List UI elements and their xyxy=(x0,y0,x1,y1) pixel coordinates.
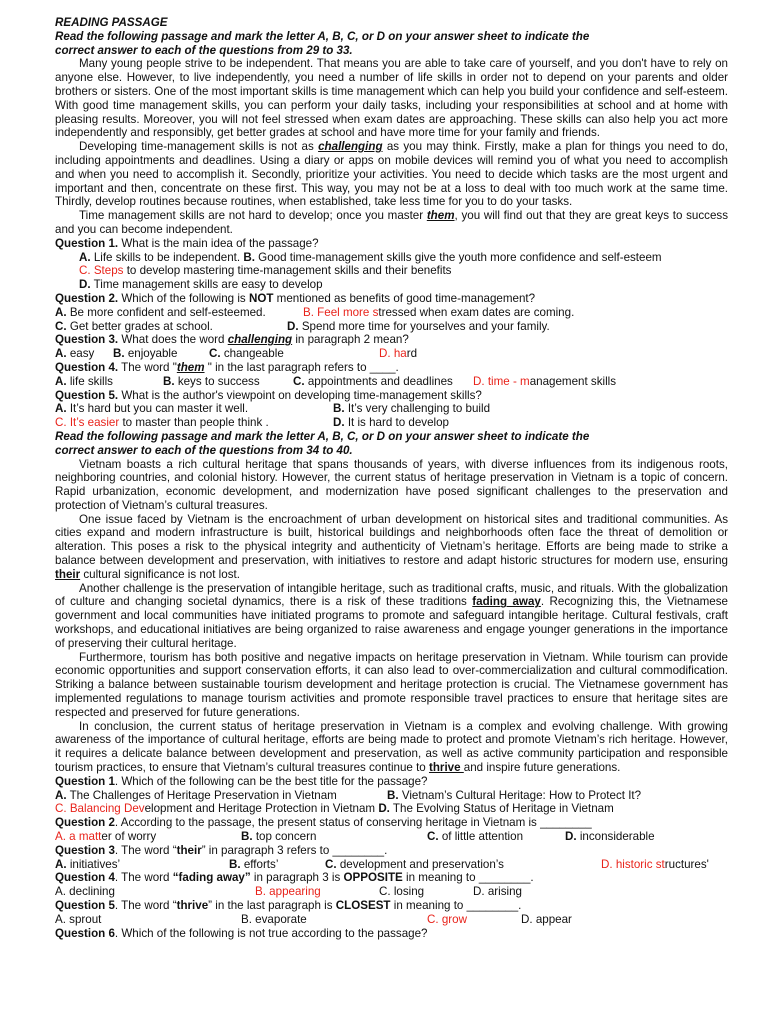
option-d: rd xyxy=(406,347,418,361)
question-1-options-ab xyxy=(55,251,728,265)
question-label: Question 2. xyxy=(55,291,119,305)
question-keyword: them xyxy=(176,360,205,374)
option-c-highlight: C. It’s easier xyxy=(55,416,120,430)
question-text: . The word “ xyxy=(114,899,177,912)
option-letter: B. xyxy=(243,250,255,264)
option-b: tressed when exam dates are coming. xyxy=(378,305,575,319)
p6-text-b: . Recognizing this, the Vietnamese government and local communities have initiated programs to promote and safeguard intangible heritage. Cultural festivals, craft workshops, and educational initiatives are being organized to raise awareness and engage younger generations in the importance of preserving their cultural heritage. xyxy=(55,595,728,650)
option-d: D. arising xyxy=(473,885,522,899)
question-emphasis: CLOSEST xyxy=(335,899,391,912)
option-c: C. losing xyxy=(379,885,425,899)
question-emphasis: NOT xyxy=(248,291,274,305)
keyword-their: their xyxy=(55,567,81,581)
p8-text-b: and inspire future generations. xyxy=(463,761,621,775)
keyword-challenging: challenging xyxy=(318,140,383,154)
keyword-them: them xyxy=(426,209,455,223)
question-3 xyxy=(55,333,728,347)
option-b-highlight: B. Feel more s xyxy=(303,305,379,319)
question-label: Question 5. xyxy=(55,388,119,402)
question-2-options-cd xyxy=(55,320,728,334)
question-9-options xyxy=(55,885,728,899)
question-2-options-ab xyxy=(55,306,728,320)
option-b-highlight: B. appearing xyxy=(255,885,321,899)
question-7-options xyxy=(55,830,728,844)
option-b: Vietnam’s Cultural Heritage: How to Protect It? xyxy=(398,788,642,802)
passage-1-paragraph-1: Many young people strive to be independent. That means you are able to take care of yourself, and you don't have to rely on anyone else. However, to live independently, you need a number of life skills in order not to depend on your parents and older brothers or sisters. One of the most important skills is time management which can help you build your confidence and self-esteem. With good time management skills, you can perform your daily tasks, including your responsibilities at school and at home with pleasing results. Moreover, you will not feel stressed when exam dates are approaching. These skills can also help you act more independently and responsibly, get better grades at school and have more time for your family and friends. xyxy=(55,57,728,140)
question-8 xyxy=(55,844,728,858)
option-d-highlight: D. ha xyxy=(379,347,407,361)
question-3-options xyxy=(55,347,728,361)
question-label: Question 1. xyxy=(55,236,119,250)
passage-2-paragraph-2 xyxy=(55,513,728,582)
option-c-highlight: C. Steps xyxy=(79,264,124,278)
option-a: A. declining xyxy=(55,885,115,899)
option-d-highlight: D. historic st xyxy=(601,857,665,871)
question-text: . Which of the following can be the best title for the passage? xyxy=(114,774,428,788)
question-10-options xyxy=(55,913,728,927)
p3-text-b: , you will find out that they are great keys to success and you can become independent. xyxy=(55,209,728,236)
question-keyword: their xyxy=(176,843,202,857)
option-letter: C. xyxy=(209,347,221,361)
question-text: What is the main idea of the passage? xyxy=(118,236,319,250)
question-text: in meaning to ________. xyxy=(402,871,534,885)
option-letter: B. xyxy=(333,402,345,416)
option-letter: D. xyxy=(287,319,299,333)
option-c-highlight: C. grow xyxy=(427,912,467,926)
question-text: " in the last paragraph refers to ____. xyxy=(204,360,399,374)
question-label: Question 1 xyxy=(55,774,115,788)
question-5 xyxy=(55,389,728,403)
section-heading: READING PASSAGE xyxy=(55,16,168,29)
option-letter: C. xyxy=(427,830,439,844)
question-1-option-c xyxy=(55,264,728,278)
option-b: efforts’ xyxy=(240,857,279,871)
option-a: life skills xyxy=(66,374,113,388)
question-6 xyxy=(55,775,728,789)
question-text: in meaning to ________. xyxy=(390,899,522,912)
option-d: It is hard to develop xyxy=(344,416,449,430)
question-label: Question 5 xyxy=(55,899,115,912)
option-d-highlight: D. time - m xyxy=(473,374,530,388)
passage-1-paragraph-3 xyxy=(55,209,728,237)
option-letter: B. xyxy=(113,347,125,361)
question-text: in paragraph 2 mean? xyxy=(292,333,409,347)
question-6-options-ab xyxy=(55,789,728,803)
option-b: enjoyable xyxy=(124,347,178,361)
question-10 xyxy=(55,899,728,913)
option-letter: B. xyxy=(229,857,241,871)
instructions-line-2: correct answer to each of the questions from 29 to 33. xyxy=(55,43,353,57)
question-label: Question 3. xyxy=(55,333,119,347)
instructions-2-line-1: Read the following passage and mark the letter A, B, C, or D on your answer sheet to indicate the xyxy=(55,429,590,443)
option-a: easy xyxy=(66,347,95,361)
p2-text-b: as you may think. Firstly, make a plan for things you need to do, including appointments and deadlines. Using a diary or apps on mobile devices will remind you of what you need to accomplish and when you need to accomplish it. Secondly, prioritize your activities. You need to decide which tasks are the most urgent and important and then, concentrate on these first. This way, you may not be at a loss to deal with too much work at the same time. Thirdly, develop routines because routines, when established, take less time for you to do your tasks. xyxy=(55,140,729,209)
option-b: B. evaporate xyxy=(241,912,307,926)
option-d: Time management skills are easy to develop xyxy=(90,278,323,292)
option-letter: A. xyxy=(55,402,67,416)
question-text: . Which of the following is not true according to the passage? xyxy=(114,926,428,940)
option-letter: A. xyxy=(79,250,91,264)
passage-2-paragraph-4: Furthermore, tourism has both positive and negative impacts on heritage preservation in Vietnam. While tourism can provide economic opportunities and support conservation efforts, it can also lead to over-commercialization and cultural commodification. Striking a balance between sustainable tourism development and heritage protection is crucial. The Vietnamese government has implemented regulations to manage tourism activities and promote responsible travel practices to ensure that heritage sites are respected and preserved for future generations. xyxy=(55,650,728,719)
question-text: mentioned as benefits of good time-management? xyxy=(273,291,536,305)
option-d: Spend more time for yourselves and your family. xyxy=(298,319,550,333)
option-d: ructures' xyxy=(664,857,709,871)
keyword-fading-away: fading away xyxy=(472,595,541,609)
option-letter: D. xyxy=(333,416,345,430)
option-a: initiatives’ xyxy=(66,857,121,871)
option-c-highlight: C. Balancing Dev xyxy=(55,802,145,816)
option-a: Life skills to be independent. xyxy=(90,250,241,264)
option-b: It’s very challenging to build xyxy=(344,402,491,416)
option-c: changeable xyxy=(220,347,284,361)
passage-2-paragraph-1: Vietnam boasts a rich cultural heritage that spans thousands of years, with diverse influences from its indigenous roots, neighboring countries, and colonial history. However, the current status of heritage preservation in Vietnam is a topic of concern. Rapid urbanization, economic development, and modernization have posed significant challenges to the preservation and protection of Vietnam’s cultural treasures. xyxy=(55,457,728,512)
option-c: Get better grades at school. xyxy=(66,319,213,333)
question-text: What is the author's viewpoint on developing time-management skills? xyxy=(118,388,482,402)
question-text: The word " xyxy=(118,360,177,374)
question-label: Question 4 xyxy=(55,871,115,885)
question-text: ” in the last paragraph is xyxy=(208,899,336,912)
option-letter: C. xyxy=(325,857,337,871)
option-letter: C. xyxy=(293,374,305,388)
option-a: er of worry xyxy=(101,830,157,844)
question-1-option-d xyxy=(55,278,728,292)
question-keyword: “fading away” xyxy=(172,871,251,885)
option-letter: A. xyxy=(55,374,67,388)
question-1 xyxy=(55,237,728,251)
option-c: appointments and deadlines xyxy=(304,374,453,388)
option-letter: B. xyxy=(163,374,175,388)
question-emphasis: OPPOSITE xyxy=(343,871,403,885)
question-text: . The word “ xyxy=(114,843,177,857)
option-letter: A. xyxy=(55,857,67,871)
option-a-highlight: A. a matt xyxy=(55,830,102,844)
option-d: anagement skills xyxy=(529,374,617,388)
question-8-options xyxy=(55,858,728,872)
question-5-options-cd xyxy=(55,416,728,430)
passage-1-paragraph-2 xyxy=(55,140,728,209)
question-text: ” in paragraph 3 refers to ________. xyxy=(201,843,388,857)
question-2 xyxy=(55,292,728,306)
question-label: Question 4. xyxy=(55,360,119,374)
p3-text-a: Time management skills are not hard to develop; once you master xyxy=(79,209,427,223)
option-a: Be more confident and self-esteemed. xyxy=(66,305,266,319)
option-c: development and preservation’s xyxy=(336,857,504,871)
option-d: The Evolving Status of Heritage in Vietnam xyxy=(389,802,614,816)
question-label: Question 3 xyxy=(55,843,115,857)
question-9 xyxy=(55,871,728,885)
option-c: of little attention xyxy=(438,830,524,844)
question-6-options-cd xyxy=(55,802,728,816)
option-letter: A. xyxy=(55,305,67,319)
p2-text-a: Developing time-management skills is not as xyxy=(79,140,319,154)
keyword-thrive: thrive xyxy=(428,761,464,775)
option-a: It’s hard but you can master it well. xyxy=(66,402,249,416)
question-keyword: thrive xyxy=(176,899,209,912)
instructions-2-line-2: correct answer to each of the questions from 34 to 40. xyxy=(55,443,353,457)
question-text: What does the word xyxy=(118,333,228,347)
p8-text-a: In conclusion, the current status of heritage preservation in Vietnam is a complex and evolving challenge. With growing awareness of the importance of cultural heritage, efforts are being made to protect and promote Vietnam’s rich heritage. However, it requires a delicate balance between development and preservation, as well as active community participation and responsible tourism practices, to ensure that Vietnam’s cultural treasures continue to xyxy=(55,719,728,775)
option-letter: D. xyxy=(378,802,390,816)
option-letter: B. xyxy=(387,788,399,802)
p5-text-b: cultural significance is not lost. xyxy=(80,567,240,581)
p6-text-a: Another challenge is the preservation of intangible heritage, such as traditional crafts, music, and rituals. With the globalization of culture and changing societal dynamics, there is a risk of these traditions xyxy=(55,581,728,609)
option-letter: A. xyxy=(55,788,67,802)
passage-2-paragraph-5 xyxy=(55,720,728,775)
option-letter: C. xyxy=(55,319,67,333)
option-d: D. appear xyxy=(521,912,572,926)
option-b: keys to success xyxy=(174,374,260,388)
option-b: top concern xyxy=(252,830,317,844)
option-b: Good time-management skills give the youth more confidence and self-esteem xyxy=(254,250,662,264)
question-11 xyxy=(55,927,728,941)
question-label: Question 6 xyxy=(55,926,115,940)
passage-2-paragraph-3 xyxy=(55,582,728,651)
option-c: to master than people think . xyxy=(119,416,269,430)
question-text: . According to the passage, the present status of conserving heritage in Vietnam is ________ xyxy=(114,816,592,830)
instructions-line-1: Read the following passage and mark the letter A, B, C, or D on your answer sheet to indicate the xyxy=(55,29,590,43)
question-keyword: challenging xyxy=(227,333,293,347)
p5-text-a: One issue faced by Vietnam is the encroachment of urban development on historical sites and traditional communities. As cities expand and modern infrastructure is built, historical buildings and neighborhoods often face the threat of demolition or alteration. This poses a risk to the physical integrity and authenticity of Vietnam’s heritage. Efforts are being made to strike a balance between development and preservation, with initiatives to restore and adapt historic structures for modern use, ensuring xyxy=(55,512,728,568)
option-letter: D. xyxy=(565,830,577,844)
option-c: elopment and Heritage Protection in Vietnam xyxy=(144,802,379,816)
option-a: A. sprout xyxy=(55,912,102,926)
question-text: Which of the following is xyxy=(118,291,249,305)
option-letter: D. xyxy=(79,278,91,292)
question-4 xyxy=(55,361,728,375)
question-text: . The word xyxy=(114,871,173,885)
option-letter: A. xyxy=(55,347,67,361)
question-4-options xyxy=(55,375,728,389)
option-letter: B. xyxy=(241,830,253,844)
question-7 xyxy=(55,816,728,830)
question-5-options-ab xyxy=(55,402,728,416)
option-a: The Challenges of Heritage Preservation in Vietnam xyxy=(66,788,337,802)
option-c: to develop mastering time-management skills and their benefits xyxy=(123,264,452,278)
question-label: Question 2 xyxy=(55,816,115,830)
option-d: inconsiderable xyxy=(576,830,655,844)
question-text: in paragraph 3 is xyxy=(250,871,344,885)
